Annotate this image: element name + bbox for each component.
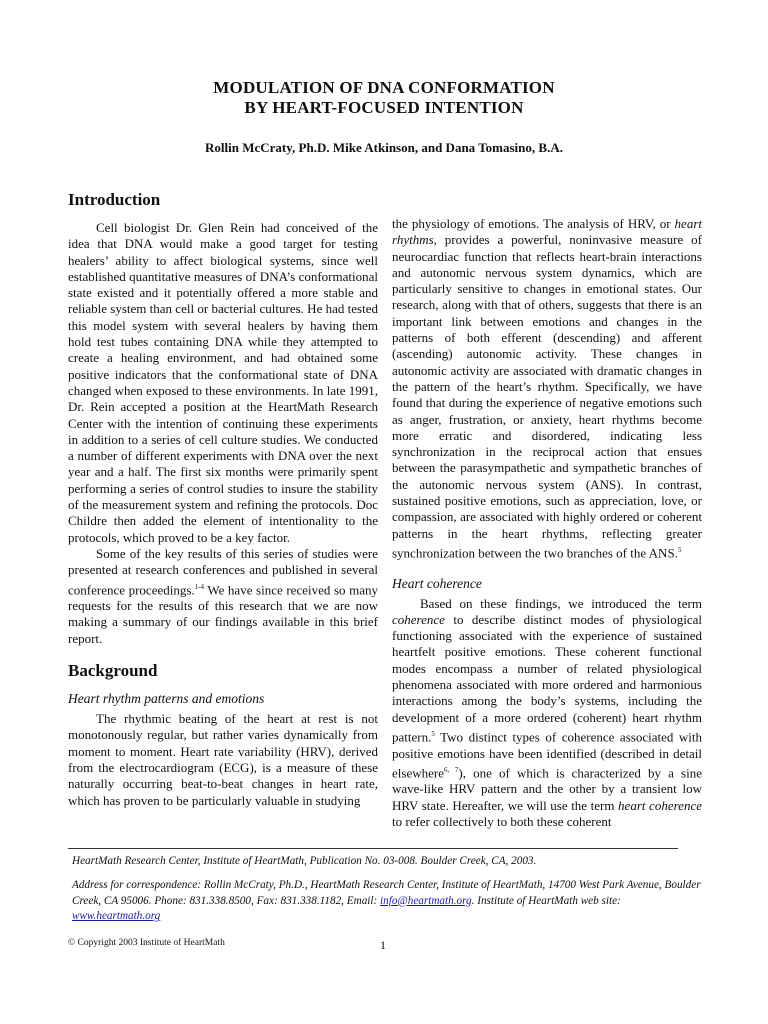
citation-1-4: 1-4 [194,582,204,591]
heart-coherence-term: heart coherence [618,797,702,813]
hrv-text-a: the physiology of emotions. The analysis of HRV, or [392,216,675,231]
correspondence-note [72,878,702,925]
heart-rhythms-term: heart rhythms [392,216,702,248]
page-number: 1 [380,938,386,952]
coherence-term: coherence [392,611,445,627]
right-column [392,216,702,830]
intro-p2-text-a: Some of the key results of this series of studies were presented at research conferences and published in several conference proceedings. [68,545,378,597]
intro-p2-text-b: We have since received so many requests for the results of this research that we are now making a summary of our findings available in this brief report. [68,581,378,646]
citation-6-7: 6, 7 [443,765,459,774]
author-list: Rollin McCraty, Ph.D. Mike Atkinson, and Dana Tomasino, B.A. [205,140,563,155]
paper-title [0,78,768,118]
copyright-notice: © Copyright 2003 Institute of HeartMath [68,938,225,948]
introduction-heading: Introduction [68,190,161,209]
coherence-text-d: ), one of which is characterized by a sine wave-like HRV pattern and the other by a transient low HRV state. Hereafter, we will use the term [392,765,703,813]
background-paragraph-1: The rhythmic beating of the heart at rest is not monotonously regular, but rather varies dynamically from moment to moment. Heart rate variability (HRV), derived from the electrocardiogram (ECG), is a measure of these naturally occurring beat-to-beat changes in heart rate, which has proven to be particularly valuable in studying [68,711,378,808]
coherence-text-c: Two distinct types of coherence associated with positive emotions have been identified (described in detail elsewhere [392,729,702,781]
background-heading: Background [68,661,158,681]
hrv-text-b: , provides a powerful, noninvasive measure of neurocardiac function that reflects heart-brain interactions and autonomic nervous system dynamics, which are particularly sensitive to changes in emotional states. Our research, along with that of others, suggests that there is an important link between emotions and changes in the patterns of both efferent (descending) and afferent (ascending) autonomic activity. These changes in autonomic activity are associated with dramatic changes in the pattern of the heart’s rhythm. Specifically, we have found that during the experience of negative emotions such as anger, frustration, or anxiety, heart rhythms become more erratic and disordered, indicating less synchronization in the reciprocal action that ensues between the parasympathetic and sympathetic branches of the autonomic nervous system (ANS). In contrast, sustained positive emotions, such as appreciation, love, or compassion, are associated with highly ordered or coherent patterns in the heart rhythms, reflecting greater synchronization between the two branches of the ANS. [392,232,702,561]
heart-coherence-subheading: Heart coherence [392,575,482,591]
coherence-text-e: to refer collectively to both these coherent [392,814,612,830]
email-link[interactable]: info@heartmath.org [380,894,472,907]
intro-paragraph-1: Cell biologist Dr. Glen Rein had conceived of the idea that DNA would make a good target for testing healers’ ability to affect biological systems, since well established quantitative measures of DNA’s conformational state existed and it potentially offered a more stable and reliable system than cell or bacterial cultures. He had tested this model system with several healers by having them hold test tubes containing DNA while they attempted to create a healing environment, and had obtained some positive indicators that the conformational state of DNA changed when exposed to these environments. In late 1991, Dr. Rein accepted a position at the HeartMath Research Center with the intention of continuing these experiments in addition to a series of cell culture studies. We conducted a number of different experiments with DNA over the next year and a half. The first six months were primarily spent performing a series of control studies to insure the stability of the measurement system and refining the protocols. Doc Childre then added the element of intentionality to the protocols, which proved to be a key factor. [68,220,378,545]
publication-note: HeartMath Research Center, Institute of HeartMath, Publication No. 03-008. Boulder Creek, CA, 2003. [72,855,537,867]
title-line-1: MODULATION OF DNA CONFORMATION [213,78,555,97]
intro-paragraph-2 [68,546,378,647]
hrv-paragraph [392,216,702,562]
left-column [68,190,378,809]
coherence-text-a: Based on these findings, we introduced the term [420,595,702,611]
website-link[interactable]: www.heartmath.org [72,910,161,922]
coherence-text-b: to describe distinct modes of physiological functioning associated with the experience of sustained heartfelt positive emotions. These coherent functional modes encompass a number of related physiological phenomena associated with more ordered and harmonious interactions among the body’s systems, including the development of a more ordered (coherent) heart rhythm pattern. [392,611,702,745]
coherence-paragraph [392,596,702,831]
heart-rhythm-subheading: Heart rhythm patterns and emotions [68,691,265,707]
footer-divider [68,848,678,849]
title-line-2: BY HEART-FOCUSED INTENTION [244,98,524,117]
address-text-b: . Institute of HeartMath web site: [471,894,621,907]
citation-5: 5 [677,545,682,554]
address-text-a: Address for correspondence: Rollin McCraty, Ph.D., HeartMath Research Center, Institute of HeartMath, 14700 West Park Avenue, Boulder Creek, CA 95006. Phone: 831.338.8500, Fax: 831.338.1182, Email: [72,879,701,907]
citation-5b: 5 [431,729,435,738]
